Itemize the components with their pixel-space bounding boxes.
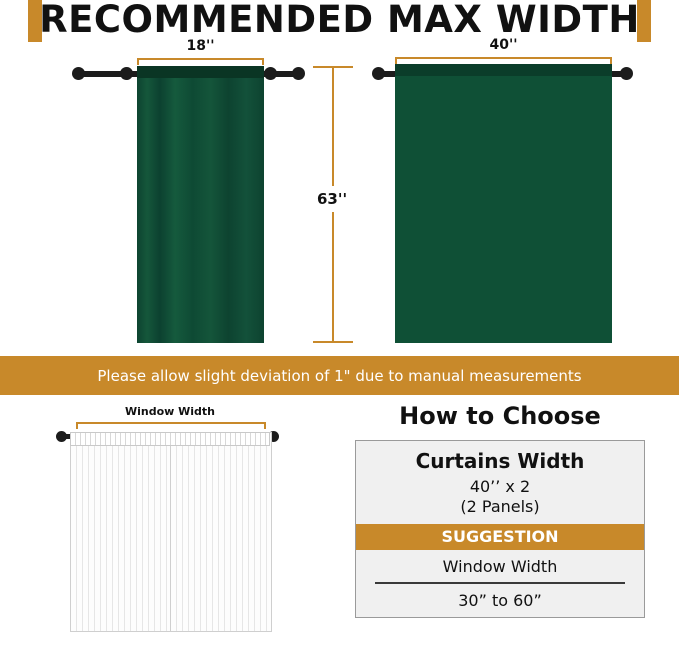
right-width-bracket: [395, 57, 612, 64]
table-row-value: 30” to 60”: [458, 591, 542, 610]
curtain-panel-18in: [137, 66, 264, 343]
left-width-label: 18'': [186, 38, 215, 54]
deviation-banner: [0, 356, 679, 395]
rod-finial-left-end: [72, 67, 85, 80]
right-width-label: 40'': [489, 37, 518, 53]
how-to-choose-table: [355, 440, 645, 618]
left-width-bracket: [137, 58, 264, 65]
window-width-label: Window Width: [124, 405, 216, 418]
sheer-panel-left: [70, 432, 172, 632]
rod-finial-right-diagram-left: [372, 67, 385, 80]
curtain-panel-40in: [395, 64, 612, 343]
table-size: 40’’ x 2: [469, 477, 531, 496]
rod-finial-right-end: [292, 67, 305, 80]
rod-finial-window-left: [56, 431, 67, 442]
deviation-banner-text: Please allow slight deviation of 1" due to manual measurements: [97, 366, 582, 385]
rod-finial-right-diagram-right: [620, 67, 633, 80]
table-suggestion-label: SUGGESTION: [356, 524, 644, 550]
page-title: RECOMMENDED MAX WIDTH: [39, 0, 640, 41]
rod-finial-right-inner: [264, 67, 277, 80]
height-measure-cap-bottom: [313, 341, 353, 343]
curtain-header-pleats-left: [137, 66, 264, 78]
rod-finial-left-inner: [120, 67, 133, 80]
height-measure-label: 63'': [315, 186, 349, 212]
table-row-label: Window Width: [442, 557, 558, 576]
window-width-bracket: [76, 422, 266, 429]
how-to-choose-heading: How to Choose: [399, 402, 601, 430]
sheer-panel-right: [170, 432, 272, 632]
table-title: Curtains Width: [415, 449, 585, 473]
curtain-header-pleats-right: [395, 64, 612, 76]
sheer-header-band: [70, 432, 270, 446]
table-panels: (2 Panels): [460, 497, 540, 516]
